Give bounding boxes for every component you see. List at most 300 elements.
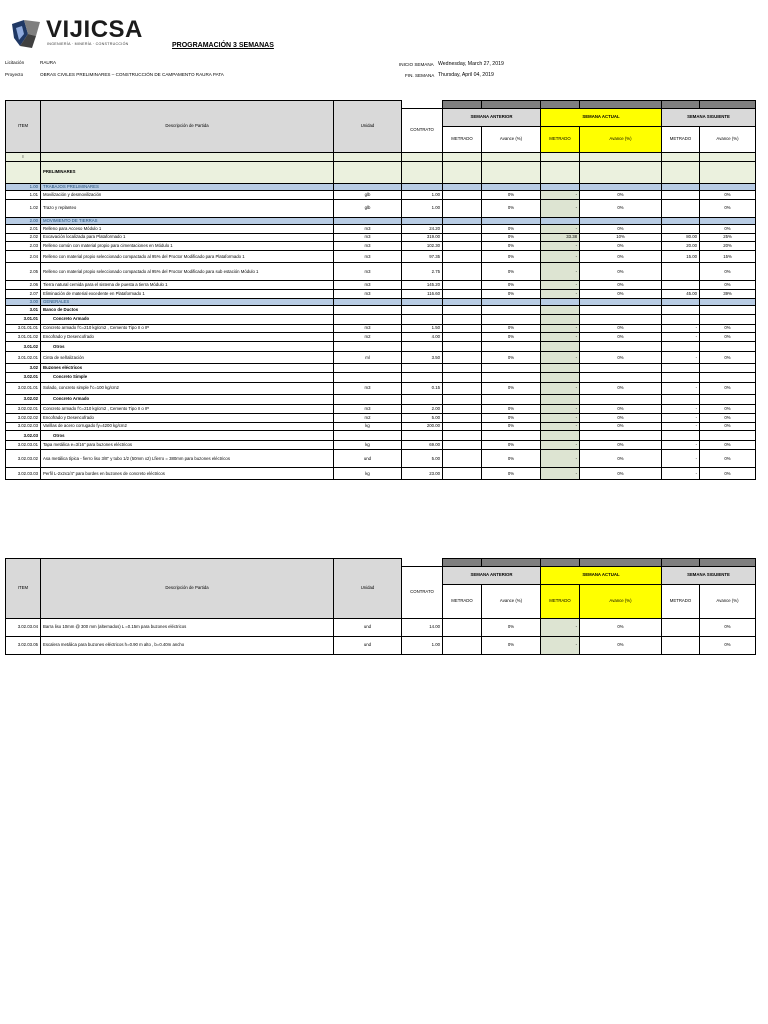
- inicio-semana-value: Wednesday, March 27, 2019: [438, 61, 504, 67]
- row-unit: m3: [334, 224, 402, 233]
- row-siguiente-metrado: -: [662, 382, 700, 394]
- row-siguiente-avance: 0%: [700, 637, 756, 655]
- row-anterior-avance: 0%: [482, 242, 541, 251]
- table-row: [6, 422, 756, 431]
- row-anterior-metrado: [443, 199, 482, 217]
- row-actual-metrado: -: [541, 191, 580, 200]
- row-unit: und: [334, 637, 402, 655]
- row-actual-metrado: -: [541, 468, 580, 480]
- row-description: Concreto armado f'c=210 kg/cm2 , Cemento Tipo II o IP: [41, 324, 334, 333]
- row-contrato: 5.00: [402, 450, 443, 468]
- row-siguiente-metrado: -: [662, 468, 700, 480]
- row-siguiente-metrado: -: [662, 413, 700, 422]
- row-anterior-metrado: [443, 382, 482, 394]
- row-actual-avance: 0%: [580, 441, 662, 450]
- col-header-unidad: Unidad: [334, 559, 402, 619]
- row-actual-metrado: -: [541, 199, 580, 217]
- col-header-anterior-metrado: METRADO: [443, 585, 482, 619]
- col-header-actual-metrado: METRADO: [541, 585, 580, 619]
- row-anterior-metrado: [443, 324, 482, 333]
- row-siguiente-avance: 0%: [700, 413, 756, 422]
- col-header-item: ITEM: [6, 101, 41, 153]
- col-header-anterior-metrado: METRADO: [443, 127, 482, 153]
- row-description: Relleno común con material propio para cimentaciones en Módulo 1: [41, 242, 334, 251]
- row-anterior-avance: 0%: [482, 352, 541, 364]
- row-description: Relleno para Acceso Módulo 1: [41, 224, 334, 233]
- row-unit: m3: [334, 242, 402, 251]
- row-anterior-avance: 0%: [482, 422, 541, 431]
- row-unit: m3: [334, 233, 402, 242]
- row-actual-metrado: -: [541, 242, 580, 251]
- row-item-code: 3.02.02.03: [6, 422, 41, 431]
- row-unit: m3: [334, 281, 402, 290]
- section-title: PRELIMINARES: [41, 162, 334, 184]
- row-contrato: 97.35: [402, 251, 443, 263]
- row-contrato: 5.00: [402, 413, 443, 422]
- table-row: [6, 224, 756, 233]
- table-row: [6, 324, 756, 333]
- subheader-item-code: 3.02: [6, 364, 41, 373]
- row-item-code: 2.07: [6, 289, 41, 298]
- company-logo: [10, 16, 143, 52]
- subheader-title: Concreto Armado: [41, 394, 334, 404]
- row-actual-avance: 0%: [580, 191, 662, 200]
- subheader-item-code: 3.01.01: [6, 314, 41, 324]
- row-siguiente-metrado: 80.00: [662, 233, 700, 242]
- row-actual-metrado: -: [541, 281, 580, 290]
- row-anterior-avance: 0%: [482, 468, 541, 480]
- row-actual-metrado: -: [541, 413, 580, 422]
- col-header-descripcion: Descripción de Partida: [41, 559, 334, 619]
- row-anterior-avance: 0%: [482, 450, 541, 468]
- row-unit: m3: [334, 289, 402, 298]
- row-item-code: 2.01: [6, 224, 41, 233]
- col-header-item: ITEM: [6, 559, 41, 619]
- row-actual-avance: 0%: [580, 468, 662, 480]
- table-row: [6, 263, 756, 281]
- row-siguiente-metrado: [662, 619, 700, 637]
- table-row: [6, 382, 756, 394]
- row-contrato: 4.00: [402, 333, 443, 342]
- row-description: Relleno con material propio seleccionado compactado al 95% del Proctor Modificado para Plataformado 1: [41, 251, 334, 263]
- row-unit: kg: [334, 468, 402, 480]
- row-anterior-metrado: [443, 413, 482, 422]
- row-item-code: 1.01: [6, 191, 41, 200]
- col-header-actual-avance: Avance (%): [580, 127, 662, 153]
- row-contrato: 2.75: [402, 263, 443, 281]
- row-siguiente-metrado: 15.00: [662, 251, 700, 263]
- semana-siguiente-header: SEMANA SIGUIENTE: [662, 567, 756, 585]
- col-header-siguiente-avance: Avance (%): [700, 127, 756, 153]
- row-anterior-avance: 0%: [482, 324, 541, 333]
- row-actual-metrado: -: [541, 324, 580, 333]
- row-siguiente-avance: 0%: [700, 422, 756, 431]
- row-anterior-metrado: [443, 289, 482, 298]
- row-unit: m2: [334, 333, 402, 342]
- row-anterior-metrado: [443, 619, 482, 637]
- row-anterior-metrado: [443, 422, 482, 431]
- row-item-code: 3.02.03.02: [6, 450, 41, 468]
- logo-subtitle: INGENIERÍA · MINERÍA · CONSTRUCCIÓN: [47, 42, 129, 46]
- row-description: Trazo y replanteo: [41, 199, 334, 217]
- row-anterior-avance: 0%: [482, 404, 541, 413]
- row-item-code: 2.03: [6, 242, 41, 251]
- row-actual-avance: 10%: [580, 233, 662, 242]
- table-row: [6, 281, 756, 290]
- row-anterior-metrado: [443, 281, 482, 290]
- row-siguiente-avance: 20%: [700, 242, 756, 251]
- row-anterior-metrado: [443, 441, 482, 450]
- col-header-siguiente-metrado: METRADO: [662, 585, 700, 619]
- row-actual-metrado: -: [541, 450, 580, 468]
- table-row-subheader: [6, 394, 756, 404]
- row-siguiente-metrado: [662, 637, 700, 655]
- table-row: [6, 191, 756, 200]
- subheader-item-code: 3.02.03: [6, 431, 41, 441]
- fin-semana-value: Thursday, April 04, 2019: [438, 72, 494, 78]
- row-item-code: 3.02.02.02: [6, 413, 41, 422]
- row-unit: glb: [334, 191, 402, 200]
- row-item-code: 3.02.03.05: [6, 637, 41, 655]
- row-siguiente-avance: 0%: [700, 333, 756, 342]
- row-anterior-avance: 0%: [482, 619, 541, 637]
- table-row-subheader: [6, 314, 756, 324]
- semana-anterior-header: SEMANA ANTERIOR: [443, 109, 541, 127]
- schedule-table-1: [5, 100, 756, 480]
- table-row-subheader: [6, 364, 756, 373]
- row-item-code: 2.04: [6, 251, 41, 263]
- row-description: Solado, concreto simple f'c=100 kg/cm2: [41, 382, 334, 394]
- row-item-code: 2.02: [6, 233, 41, 242]
- table-row: [6, 450, 756, 468]
- row-item-code: 1.02: [6, 199, 41, 217]
- subheader-title: Concreto Simple: [41, 372, 334, 382]
- row-actual-avance: 0%: [580, 333, 662, 342]
- table-row-subheader: [6, 372, 756, 382]
- row-actual-avance: 0%: [580, 242, 662, 251]
- table-row: [6, 352, 756, 364]
- group-title: MOVIMIENTO DE TIERRAS: [41, 217, 334, 224]
- table-row-subheader: [6, 305, 756, 314]
- table-row-group: [6, 217, 756, 224]
- row-actual-avance: 0%: [580, 289, 662, 298]
- table-row: [6, 468, 756, 480]
- proyecto-value: OBRAS CIVILES PRELIMINARES – CONSTRUCCIÓN DE CAMPAMENTO RAURA PATA: [40, 72, 224, 77]
- row-siguiente-avance: 0%: [700, 468, 756, 480]
- table-row: [6, 413, 756, 422]
- group-title: GENERALES: [41, 298, 334, 305]
- row-item-code: 3.02.01.01: [6, 382, 41, 394]
- row-actual-metrado: -: [541, 404, 580, 413]
- table-row-group: [6, 298, 756, 305]
- table-row: [6, 333, 756, 342]
- row-anterior-metrado: [443, 450, 482, 468]
- row-contrato: 102.30: [402, 242, 443, 251]
- row-unit: m3: [334, 404, 402, 413]
- row-actual-avance: 0%: [580, 199, 662, 217]
- table-row: [6, 242, 756, 251]
- row-actual-avance: 0%: [580, 450, 662, 468]
- group-item-code: 1.00: [6, 184, 41, 191]
- row-anterior-metrado: [443, 251, 482, 263]
- row-anterior-metrado: [443, 263, 482, 281]
- table-row-subheader: [6, 431, 756, 441]
- row-anterior-metrado: [443, 191, 482, 200]
- row-contrato: 116.60: [402, 289, 443, 298]
- row-actual-avance: 0%: [580, 281, 662, 290]
- row-anterior-metrado: [443, 242, 482, 251]
- row-item-code: 2.05: [6, 263, 41, 281]
- row-description: Perfil L-2x2x1/4" para bordes en buzones de concreto eléctricos: [41, 468, 334, 480]
- row-siguiente-avance: 0%: [700, 224, 756, 233]
- row-siguiente-avance: 25%: [700, 233, 756, 242]
- row-siguiente-metrado: -: [662, 324, 700, 333]
- semana-actual-header: SEMANA ACTUAL: [541, 109, 662, 127]
- row-actual-metrado: -: [541, 619, 580, 637]
- row-siguiente-metrado: -: [662, 352, 700, 364]
- table-row: [6, 251, 756, 263]
- col-header-descripcion: Descripción de Partida: [41, 101, 334, 153]
- row-anterior-metrado: [443, 352, 482, 364]
- subheader-title: Otros: [41, 431, 334, 441]
- licitacion-value: RAURA: [40, 60, 57, 65]
- col-header-unidad: Unidad: [334, 101, 402, 153]
- row-unit: und: [334, 619, 402, 637]
- table-row-subheader: [6, 342, 756, 352]
- row-contrato: 1.00: [402, 199, 443, 217]
- row-actual-metrado: -: [541, 441, 580, 450]
- row-unit: ml: [334, 352, 402, 364]
- row-actual-avance: 0%: [580, 324, 662, 333]
- row-siguiente-avance: 39%: [700, 289, 756, 298]
- row-unit: kg: [334, 422, 402, 431]
- row-contrato: 1.00: [402, 637, 443, 655]
- subheader-item-code: 3.01.02: [6, 342, 41, 352]
- row-contrato: 1.50: [402, 324, 443, 333]
- document-title: PROGRAMACIÓN 3 SEMANAS: [172, 42, 274, 49]
- row-contrato: 200.00: [402, 422, 443, 431]
- row-item-code: 3.02.02.01: [6, 404, 41, 413]
- row-siguiente-metrado: -: [662, 404, 700, 413]
- subheader-item-code: 3.01: [6, 305, 41, 314]
- row-contrato: 69.00: [402, 441, 443, 450]
- row-unit: m3: [334, 251, 402, 263]
- row-siguiente-metrado: -: [662, 333, 700, 342]
- row-actual-avance: 0%: [580, 382, 662, 394]
- group-title: TRABAJOS PRELIMINARES: [41, 184, 334, 191]
- table-row: [6, 233, 756, 242]
- row-unit: m3: [334, 263, 402, 281]
- row-item-code: 3.02.03.01: [6, 441, 41, 450]
- col-header-actual-metrado: METRADO: [541, 127, 580, 153]
- row-description: Excavación localizada para Plataformado 1: [41, 233, 334, 242]
- row-anterior-metrado: [443, 637, 482, 655]
- row-actual-metrado: -: [541, 333, 580, 342]
- row-item-code: 3.02.03.03: [6, 468, 41, 480]
- schedule-table-2: [5, 558, 756, 655]
- row-siguiente-avance: 0%: [700, 441, 756, 450]
- row-anterior-avance: 0%: [482, 191, 541, 200]
- table-1-header: [6, 101, 756, 480]
- row-anterior-avance: 0%: [482, 233, 541, 242]
- row-siguiente-metrado: [662, 224, 700, 233]
- row-anterior-avance: 0%: [482, 413, 541, 422]
- row-siguiente-metrado: 20.00: [662, 242, 700, 251]
- col-header-contrato: CONTRATO: [402, 109, 443, 153]
- row-anterior-avance: 0%: [482, 333, 541, 342]
- row-anterior-avance: 0%: [482, 199, 541, 217]
- row-actual-metrado: -: [541, 251, 580, 263]
- vijicsa-logo-icon: [10, 18, 44, 50]
- table-row: [6, 619, 756, 637]
- row-actual-metrado: -: [541, 422, 580, 431]
- row-contrato: 24.20: [402, 224, 443, 233]
- row-description: Concreto armado f'c=210 kg/cm2 , Cemento Tipo II o IP: [41, 404, 334, 413]
- fin-semana-label: FIN. SEMANA: [405, 73, 435, 78]
- row-actual-avance: 0%: [580, 263, 662, 281]
- row-unit: m2: [334, 413, 402, 422]
- semana-actual-header: SEMANA ACTUAL: [541, 567, 662, 585]
- col-header-anterior-avance: Avance (%): [482, 127, 541, 153]
- row-siguiente-metrado: -: [662, 441, 700, 450]
- row-contrato: 0.15: [402, 382, 443, 394]
- row-actual-metrado: -: [541, 637, 580, 655]
- row-actual-metrado: -: [541, 263, 580, 281]
- row-siguiente-avance: 0%: [700, 324, 756, 333]
- section-numeral: I: [6, 153, 41, 162]
- row-actual-avance: 0%: [580, 404, 662, 413]
- row-siguiente-avance: 0%: [700, 382, 756, 394]
- row-item-code: 3.02.03.04: [6, 619, 41, 637]
- row-siguiente-metrado: -: [662, 450, 700, 468]
- subheader-item-code: 3.02.02: [6, 394, 41, 404]
- group-item-code: 3.00: [6, 298, 41, 305]
- subheader-title: Otros: [41, 342, 334, 352]
- row-siguiente-avance: 0%: [700, 450, 756, 468]
- table-row: [6, 199, 756, 217]
- row-anterior-metrado: [443, 468, 482, 480]
- row-description: Movilización y desmovilización: [41, 191, 334, 200]
- row-anterior-avance: 0%: [482, 224, 541, 233]
- row-anterior-avance: 0%: [482, 251, 541, 263]
- row-unit: glb: [334, 199, 402, 217]
- table-row: [6, 441, 756, 450]
- group-item-code: 2.00: [6, 217, 41, 224]
- row-anterior-avance: 0%: [482, 281, 541, 290]
- row-item-code: 3.01.01.01: [6, 324, 41, 333]
- subheader-title: Banco de Ductos: [41, 305, 334, 314]
- row-actual-avance: 0%: [580, 251, 662, 263]
- subheader-title: Buzones eléctricos: [41, 364, 334, 373]
- row-siguiente-avance: 0%: [700, 191, 756, 200]
- row-description: Tapa metálica e=3/16" para buzones eléctricos: [41, 441, 334, 450]
- row-siguiente-avance: 15%: [700, 251, 756, 263]
- subheader-title: Concreto Armado: [41, 314, 334, 324]
- row-anterior-avance: 0%: [482, 637, 541, 655]
- row-actual-metrado: -: [541, 289, 580, 298]
- semana-siguiente-header: SEMANA SIGUIENTE: [662, 109, 756, 127]
- row-actual-avance: 0%: [580, 637, 662, 655]
- row-contrato: 1.00: [402, 191, 443, 200]
- table-row: [6, 637, 756, 655]
- row-description: Varillas de acero corrugado fy=4200 kg/cm2: [41, 422, 334, 431]
- col-header-contrato: CONTRATO: [402, 567, 443, 619]
- row-description: Tierra natural cernida para el sistema de puesta a tierra Módulo 1: [41, 281, 334, 290]
- row-siguiente-avance: 0%: [700, 263, 756, 281]
- row-unit: kg: [334, 441, 402, 450]
- proyecto-label: Proyecto: [5, 72, 24, 77]
- row-anterior-metrado: [443, 233, 482, 242]
- row-contrato: 2.00: [402, 404, 443, 413]
- row-anterior-avance: 0%: [482, 382, 541, 394]
- row-anterior-avance: 0%: [482, 441, 541, 450]
- table-row: [6, 289, 756, 298]
- logo-wordmark: VIJICSA: [46, 16, 143, 43]
- row-siguiente-metrado: [662, 199, 700, 217]
- row-anterior-metrado: [443, 224, 482, 233]
- row-description: Encofrado y Desencofrado: [41, 413, 334, 422]
- row-anterior-metrado: [443, 333, 482, 342]
- row-description: Eliminación de material excedente en Plataformado 1: [41, 289, 334, 298]
- row-actual-avance: 0%: [580, 224, 662, 233]
- row-siguiente-avance: 0%: [700, 199, 756, 217]
- row-description: Relleno con material propio seleccionado compactado al 95% del Proctor Modificado para sub estación Módulo 1: [41, 263, 334, 281]
- row-siguiente-avance: 0%: [700, 281, 756, 290]
- row-actual-metrado: -: [541, 382, 580, 394]
- row-anterior-avance: 0%: [482, 289, 541, 298]
- row-description: Barra liso 10mm @ 300 mm (alternados) L =0.15m para buzones eléctricos: [41, 619, 334, 637]
- row-actual-avance: 0%: [580, 413, 662, 422]
- row-contrato: 3.50: [402, 352, 443, 364]
- row-contrato: 14.00: [402, 619, 443, 637]
- row-item-code: 3.01.01.02: [6, 333, 41, 342]
- col-header-actual-avance: Avance (%): [580, 585, 662, 619]
- table-row-group: [6, 184, 756, 191]
- licitacion-label: Licitación: [5, 60, 25, 65]
- inicio-semana-label: INICIO SEMANA: [399, 62, 434, 67]
- row-siguiente-avance: 0%: [700, 404, 756, 413]
- row-unit: und: [334, 450, 402, 468]
- row-actual-metrado: -: [541, 224, 580, 233]
- row-siguiente-metrado: -: [662, 422, 700, 431]
- col-header-siguiente-metrado: METRADO: [662, 127, 700, 153]
- row-actual-avance: 0%: [580, 352, 662, 364]
- row-contrato: 145.20: [402, 281, 443, 290]
- row-contrato: 319.00: [402, 233, 443, 242]
- row-anterior-metrado: [443, 404, 482, 413]
- row-anterior-avance: 0%: [482, 263, 541, 281]
- row-contrato: 23.00: [402, 468, 443, 480]
- row-siguiente-metrado: [662, 263, 700, 281]
- row-description: Asa metálica típica - fierro liso 3/8" y tubo 1/2 (50mm x2) Lfierro = 380mm para buzones eléctricos: [41, 450, 334, 468]
- row-item-code: 2.06: [6, 281, 41, 290]
- row-siguiente-metrado: 45.00: [662, 289, 700, 298]
- row-siguiente-avance: 0%: [700, 352, 756, 364]
- row-unit: m3: [334, 382, 402, 394]
- row-actual-metrado: 33.38: [541, 233, 580, 242]
- col-header-siguiente-avance: Avance (%): [700, 585, 756, 619]
- col-header-anterior-avance: Avance (%): [482, 585, 541, 619]
- row-actual-metrado: -: [541, 352, 580, 364]
- row-description: Escalera metálica para buzones eléctricos h=0.90 m alto , b=0.40m ancho: [41, 637, 334, 655]
- row-description: Cinta de señalización: [41, 352, 334, 364]
- row-actual-avance: 0%: [580, 619, 662, 637]
- row-unit: m3: [334, 324, 402, 333]
- row-siguiente-metrado: [662, 191, 700, 200]
- row-actual-avance: 0%: [580, 422, 662, 431]
- semana-anterior-header: SEMANA ANTERIOR: [443, 567, 541, 585]
- subheader-item-code: 3.02.01: [6, 372, 41, 382]
